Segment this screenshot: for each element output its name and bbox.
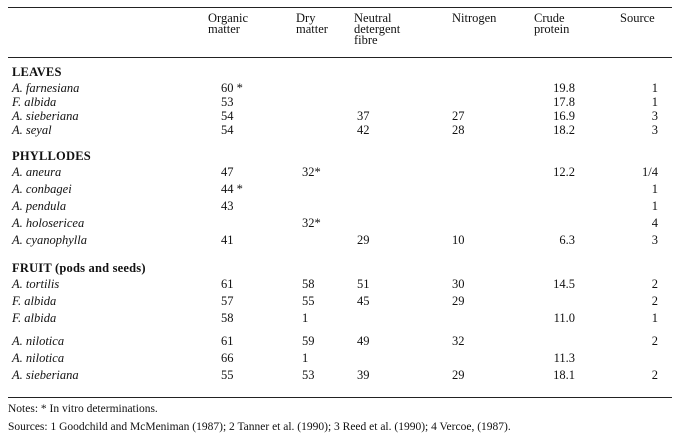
table-row (0, 199, 680, 213)
cell-dry: 32* (302, 216, 321, 230)
sources-line (8, 421, 511, 434)
species-name: A. conbagei (12, 182, 72, 196)
cell-cp: 19.8 (553, 81, 575, 95)
cell-cp: 18.1 (553, 368, 575, 382)
cell-source: 1 (651, 81, 658, 95)
species-name: A. tortilis (12, 277, 60, 291)
cell-ndf: 37 (357, 109, 370, 123)
header-line: protein (534, 22, 570, 36)
cell-source: 1 (651, 311, 658, 325)
cell-cp: 12.2 (553, 165, 575, 179)
header-rule (8, 57, 672, 58)
header-line: detergent (354, 22, 401, 36)
table-row (0, 351, 680, 365)
cell-source: 3 (651, 123, 658, 137)
sources-text: 1 Goodchild and McMeniman (1987); 2 Tanner et al. (1990); 3 Reed et al. (1990); 4 Vercoe, (1987). (50, 421, 511, 433)
cell-dry: 1 (302, 311, 309, 325)
cell-ndf: 45 (357, 294, 370, 308)
cell-cp: 18.2 (553, 123, 575, 137)
cell-source: 2 (651, 334, 658, 348)
table-row (0, 182, 680, 196)
bottom-rule (8, 397, 672, 398)
cell-organic: 66 (221, 351, 234, 365)
species-name: A. sieberiana (12, 109, 79, 123)
cell-dry: 53 (302, 368, 315, 382)
cell-nitrogen: 32 (452, 334, 465, 348)
table-row (0, 95, 680, 109)
cell-dry: 32* (302, 165, 321, 179)
cell-cp: 17.8 (553, 95, 575, 109)
species-name: A. farnesiana (12, 81, 80, 95)
species-name: A. pendula (12, 199, 67, 213)
table-row (0, 368, 680, 382)
cell-nitrogen: 10 (452, 233, 465, 247)
species-name: A. sieberiana (12, 368, 79, 382)
cell-ndf: 42 (357, 123, 370, 137)
cell-source: 2 (651, 294, 658, 308)
header-source (620, 13, 655, 24)
cell-organic: 47 (221, 165, 234, 179)
cell-cp: 11.3 (553, 351, 575, 365)
cell-ndf: 51 (357, 277, 370, 291)
cell-ndf: 49 (357, 334, 370, 348)
cell-nitrogen: 29 (452, 294, 465, 308)
cell-source: 1/4 (642, 165, 658, 179)
top-rule (8, 7, 672, 8)
table-row (0, 294, 680, 308)
cell-nitrogen: 29 (452, 368, 465, 382)
header-line: Nitrogen (452, 11, 497, 25)
species-name: A. cyanophylla (12, 233, 87, 247)
cell-ndf: 39 (357, 368, 370, 382)
cell-source: 3 (651, 233, 658, 247)
header-line: matter (296, 22, 328, 36)
cell-dry: 1 (302, 351, 309, 365)
table-row (0, 277, 680, 291)
section-heading: FRUIT (pods and seeds) (12, 261, 146, 275)
cell-organic: 41 (221, 233, 234, 247)
species-name: A. aneura (12, 165, 62, 179)
notes-label: Notes: (8, 403, 39, 415)
notes-text: * In vitro determinations. (40, 403, 158, 415)
cell-nitrogen: 30 (452, 277, 465, 291)
header-neutral-detergent-fibre (354, 13, 400, 46)
table-row (0, 334, 680, 348)
cell-organic: 61 (221, 334, 234, 348)
cell-cp: 16.9 (553, 109, 575, 123)
header-nitrogen (452, 13, 496, 24)
cell-source: 2 (651, 368, 658, 382)
species-name: A. nilotica (12, 334, 65, 348)
cell-organic: 61 (221, 277, 234, 291)
cell-organic: 55 (221, 368, 234, 382)
cell-nitrogen: 27 (452, 109, 465, 123)
cell-organic: 44 * (221, 182, 243, 196)
species-name: A. holosericea (12, 216, 85, 230)
cell-organic: 53 (221, 95, 234, 109)
cell-source: 1 (651, 95, 658, 109)
header-line: fibre (354, 33, 378, 47)
cell-dry: 58 (302, 277, 315, 291)
species-name: A. seyal (12, 123, 52, 137)
species-name: F. albida (12, 294, 57, 308)
sources-label: Sources: (8, 421, 48, 433)
section-heading: PHYLLODES (12, 149, 91, 163)
cell-source: 1 (651, 182, 658, 196)
table-row (0, 165, 680, 179)
cell-source: 3 (651, 109, 658, 123)
cell-cp: 6.3 (559, 233, 575, 247)
notes-line (8, 403, 158, 416)
cell-ndf: 29 (357, 233, 370, 247)
cell-dry: 55 (302, 294, 315, 308)
cell-dry: 59 (302, 334, 315, 348)
table-row (0, 311, 680, 325)
cell-cp: 14.5 (553, 277, 575, 291)
header-line: matter (208, 22, 240, 36)
species-name: F. albida (12, 311, 57, 325)
table-row (0, 123, 680, 137)
cell-organic: 60 * (221, 81, 243, 95)
cell-organic: 57 (221, 294, 234, 308)
header-line: Dry (296, 11, 316, 25)
cell-source: 2 (651, 277, 658, 291)
header-line: Crude (534, 11, 565, 25)
cell-source: 1 (651, 199, 658, 213)
cell-cp: 11.0 (553, 311, 575, 325)
table-row (0, 109, 680, 123)
cell-source: 4 (651, 216, 658, 230)
header-line: Source (620, 11, 655, 25)
section-heading: LEAVES (12, 65, 62, 79)
header-line: Neutral (354, 11, 392, 25)
cell-organic: 43 (221, 199, 234, 213)
cell-organic: 58 (221, 311, 234, 325)
header-organic-matter (208, 13, 248, 35)
cell-organic: 54 (221, 109, 234, 123)
table-row (0, 233, 680, 247)
species-name: F. albida (12, 95, 57, 109)
cell-organic: 54 (221, 123, 234, 137)
table-row (0, 81, 680, 95)
species-name: A. nilotica (12, 351, 65, 365)
header-crude-protein (534, 13, 569, 35)
header-dry-matter (296, 13, 328, 35)
header-line: Organic (208, 11, 249, 25)
cell-nitrogen: 28 (452, 123, 465, 137)
table-row (0, 216, 680, 230)
